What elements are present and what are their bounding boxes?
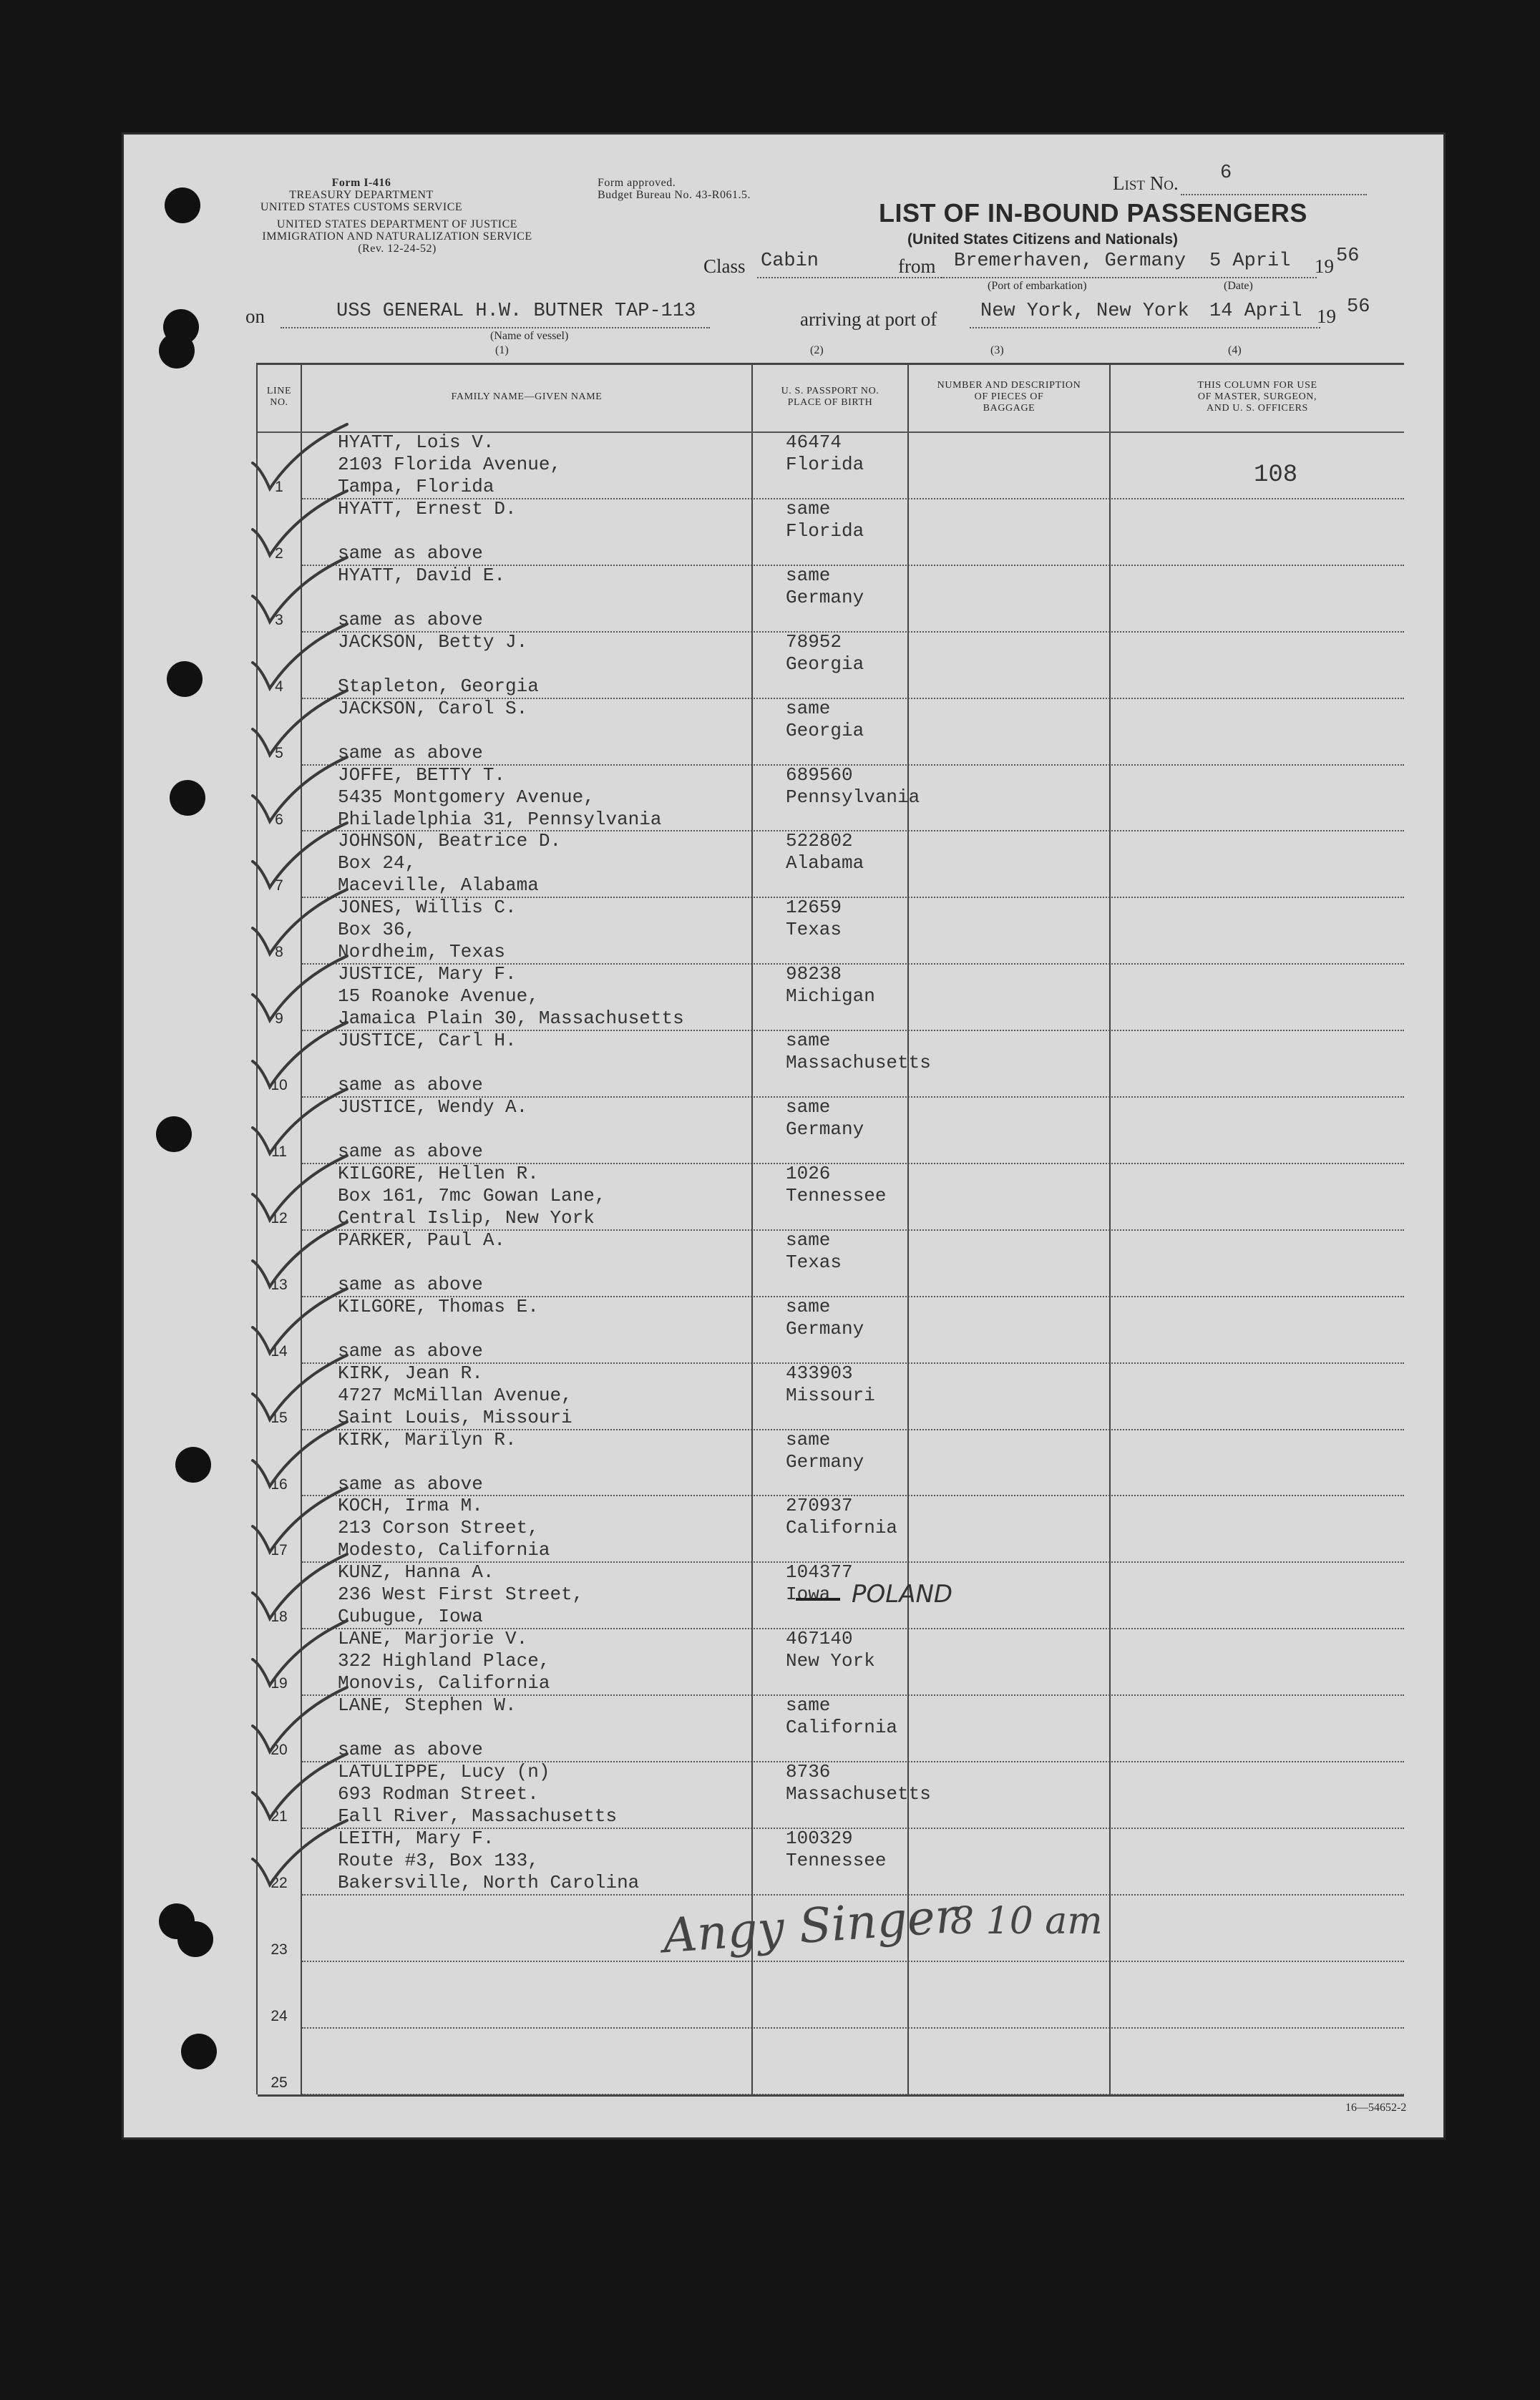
table-top-rule [258,363,1404,365]
passenger-name-address: HYATT, Lois V. 2103 Florida Avenue, Tampa, Florida [338,431,562,497]
passport-birthplace: 433903 Missouri [786,1362,875,1406]
page-subtitle: (United States Citizens and Nationals) [907,231,1179,248]
col-num-3: (3) [990,344,1004,356]
line-number: 10 [271,1077,288,1094]
line-number: 16 [271,1475,288,1493]
passport-birthplace: same Georgia [786,697,864,741]
line-number: 7 [275,877,283,894]
passenger-name-address: JACKSON, Betty J. Stapleton, Georgia [338,630,539,697]
passport-birthplace: same Germany [786,1096,864,1140]
passenger-name-address: KIRK, Marilyn R. same as above [338,1428,517,1495]
passenger-name-address: JUSTICE, Carl H. same as above [338,1030,517,1096]
from-port: Bremerhaven, Germany [954,250,1186,272]
passport-birthplace: 522802 Alabama [786,830,864,874]
passport-birthplace: 8736 Massachusetts [786,1761,931,1805]
arrival-port: New York, New York [980,301,1189,322]
passenger-name-address: PARKER, Paul A. same as above [338,1229,506,1295]
line-number: 3 [275,611,283,628]
passport-birthplace: same Germany [786,1295,864,1340]
passport-birthplace: 270937 California [786,1495,898,1539]
passport-birthplace: same Florida [786,497,864,542]
on-label: on [245,306,265,327]
class-value: Cabin [761,250,819,272]
line-number: 15 [271,1409,288,1426]
inspector-signature: Angy Singer [661,1888,960,1964]
header-baggage: NUMBER AND DESCRIPTION OF PIECES OF BAGGAGE [937,380,1081,414]
list-no-label: List No. [1113,172,1179,194]
col-num-4: (4) [1228,344,1242,356]
line-number: 22 [271,1874,288,1891]
passenger-name-address: HYATT, David E. same as above [338,564,506,630]
passenger-name-address: JONES, Willis C. Box 36, Nordheim, Texas [338,897,517,963]
vessel-line [281,327,710,328]
list-no-value: 6 [1220,162,1232,184]
port-caption: (Port of embarkation) [988,280,1087,292]
passenger-name-address: KILGORE, Thomas E. same as above [338,1295,539,1362]
row-divider [302,2027,1404,2029]
passenger-name-address: JUSTICE, Wendy A. same as above [338,1096,528,1162]
passport-birthplace: same Massachusetts [786,1030,931,1074]
row-divider [302,2094,1404,2095]
footer-code: 16—54652-2 [1345,2102,1407,2114]
header-passport: U. S. PASSPORT NO. PLACE OF BIRTH [781,386,879,408]
arriving-label: arriving at port of [800,308,937,330]
year-prefix-2: 19 [1317,306,1336,327]
vessel-name: USS GENERAL H.W. BUTNER TAP-113 [336,301,696,322]
line-number: 8 [275,944,283,961]
strikethrough-mark [796,1598,840,1601]
passenger-name-address: KOCH, Irma M. 213 Corson Street, Modesto, California [338,1495,550,1561]
header-line-no: LINE NO. [266,386,292,408]
passport-birthplace: 12659 Texas [786,897,842,941]
passenger-name-address: LEITH, Mary F. Route #3, Box 133, Bakersville, North Carolina [338,1827,640,1893]
passport-birthplace: same Germany [786,1428,864,1473]
row-divider [302,1961,1404,1962]
line-number: 1 [275,479,283,495]
line-number: 12 [271,1209,288,1226]
passenger-name-address: JACKSON, Carol S. same as above [338,697,528,764]
passenger-name-address: LATULIPPE, Lucy (n) 693 Rodman Street. Fall River, Massachusetts [338,1761,618,1827]
passport-birthplace: 78952 Georgia [786,630,864,675]
passport-birthplace: 100329 Tennessee [786,1827,887,1871]
passport-birthplace: 98238 Michigan [786,963,875,1008]
line-number: 11 [271,1143,287,1160]
dept-ins: IMMIGRATION AND NATURALIZATION SERVICE [262,230,532,243]
signature-time: 8 10 am [950,1900,1103,1943]
budget-approval [598,177,812,201]
line-number: 21 [271,1808,288,1825]
handwritten-correction: POLAND [852,1580,953,1609]
binder-hole [167,661,203,697]
binder-hole [159,333,195,369]
passenger-name-address: JOHNSON, Beatrice D. Box 24, Maceville, Alabama [338,830,562,897]
binder-hole [181,2034,217,2069]
passenger-name-address: LANE, Marjorie V. 322 Highland Place, Monovis, California [338,1628,550,1694]
approved-line: Form approved. [598,177,676,189]
passport-birthplace: same Germany [786,564,864,608]
line-number: 24 [271,2007,288,2024]
dept-customs: UNITED STATES CUSTOMS SERVICE [260,201,463,213]
form-justice-block [240,218,555,255]
passport-birthplace: same California [786,1694,898,1739]
passenger-name-address: JUSTICE, Mary F. 15 Roanoke Avenue, Jamaica Plain 30, Massachusetts [338,963,684,1030]
arrival-line [970,327,1320,328]
binder-hole [175,1447,211,1483]
passenger-name-address: KUNZ, Hanna A. 236 West First Street, Cubugue, Iowa [338,1561,584,1628]
from-line [941,277,1317,278]
dept-justice: UNITED STATES DEPARTMENT OF JUSTICE [276,218,518,230]
passport-birthplace: 104377 Iowa [786,1561,853,1606]
class-label: Class [703,255,746,277]
passenger-name-address: LANE, Stephen W. same as above [338,1694,517,1761]
header-name: FAMILY NAME—GIVEN NAME [451,391,603,402]
form-number: Form I-416 [331,177,391,189]
list-no-line [1181,194,1367,195]
col-num-2: (2) [810,344,824,356]
form-sheet [122,132,1446,2140]
line-number: 5 [275,744,283,761]
budget-bureau-line: Budget Bureau No. 43-R061.5. [598,189,751,201]
from-label: from [898,255,936,277]
dept-treasury: TREASURY DEPARTMENT [289,189,434,201]
form-revision: (Rev. 12-24-52) [358,243,437,255]
col-num-1: (1) [495,344,509,356]
arrival-date: 14 April [1209,301,1302,322]
line-number: 13 [271,1276,288,1293]
passport-birthplace: 46474 Florida [786,431,864,475]
line-number: 6 [275,811,283,828]
year-suffix-2: 56 [1347,296,1370,318]
line-number: 4 [275,678,283,695]
line-number: 2 [275,545,283,562]
binder-hole [177,1921,213,1957]
passenger-name-address: JOFFE, BETTY T. 5435 Montgomery Avenue, Philadelphia 31, Pennsylvania [338,764,662,830]
line-number: 18 [271,1609,288,1626]
vessel-caption: (Name of vessel) [490,330,569,342]
passenger-name-address: KILGORE, Hellen R. Box 161, 7mc Gowan Lane, Central Islip, New York [338,1162,606,1229]
passport-birthplace: 467140 New York [786,1628,875,1672]
header-officers: THIS COLUMN FOR USE OF MASTER, SURGEON, AND U. S. OFFICERS [1197,380,1317,414]
officer-note: 108 [1254,462,1298,489]
passport-birthplace: same Texas [786,1229,842,1273]
check-mark-icon [247,1815,354,1893]
year-prefix-1: 19 [1315,255,1334,277]
binder-hole [165,187,200,223]
passport-birthplace: 689560 Pennsylvania [786,764,920,808]
passenger-name-address: HYATT, Ernest D. same as above [338,497,517,564]
line-number: 17 [271,1542,288,1559]
binder-hole [156,1116,192,1152]
passenger-name-address: KIRK, Jean R. 4727 McMillan Avenue, Saint Louis, Missouri [338,1362,572,1428]
page-title: LIST OF IN-BOUND PASSENGERS [879,198,1307,228]
line-number: 23 [271,1941,288,1958]
line-number: 20 [271,1742,288,1759]
year-suffix-1: 56 [1336,245,1360,267]
passport-birthplace: 1026 Tennessee [786,1162,887,1206]
form-department-block [243,177,479,213]
line-number: 25 [271,2074,288,2091]
date-caption: (Date) [1224,280,1253,292]
line-number: 9 [275,1010,283,1028]
line-number: 19 [271,1675,288,1692]
line-number: 14 [271,1342,288,1360]
from-date: 5 April [1209,250,1291,272]
binder-hole [170,780,205,816]
